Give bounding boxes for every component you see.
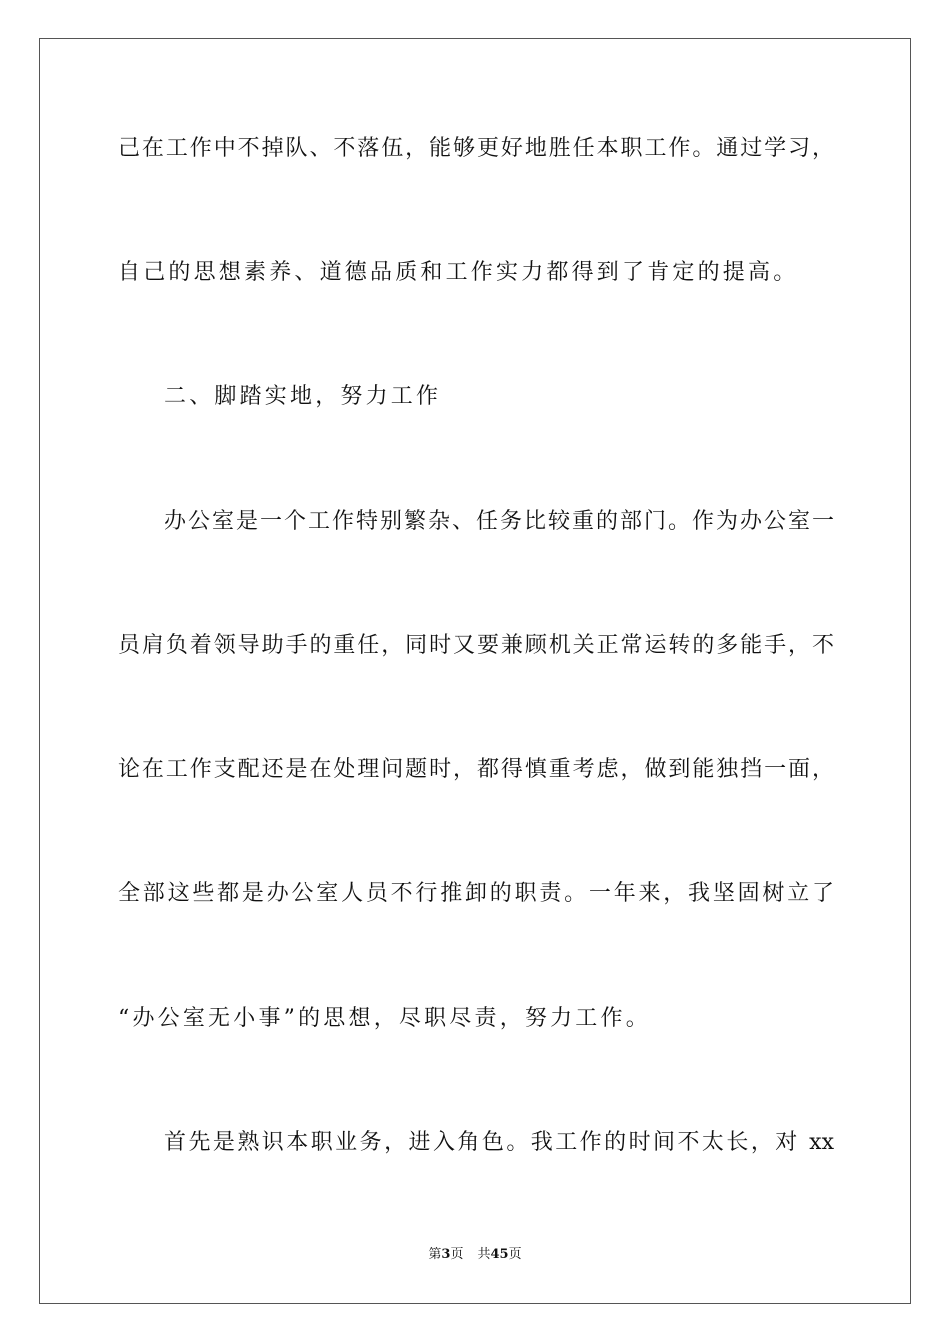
total-suffix: 页 [508, 1247, 522, 1262]
paragraph-line: 己在工作中不掉队、不落伍，能够更好地胜任本职工作。通过学习， [118, 136, 834, 161]
paragraph-line: 首先是熟识本职业务，进入角色。我工作的时间不太长，对 xx [164, 1130, 834, 1155]
page-footer [0, 1246, 950, 1264]
section-heading: 二、脚踏实地，努力工作 [164, 384, 442, 409]
paragraph-line: “办公室无小事”的思想，尽职尽责，努力工作。 [118, 1006, 651, 1031]
paragraph-line: 员肩负着领导助手的重任，同时又要兼顾机关正常运转的多能手，不 [118, 633, 834, 658]
page-prefix: 第 [428, 1247, 442, 1262]
total-prefix: 共 [477, 1247, 491, 1262]
page-border [39, 38, 911, 1304]
paragraph-line: 自己的思想素养、道德品质和工作实力都得到了肯定的提高。 [118, 260, 799, 285]
paragraph-line: 办公室是一个工作特别繁杂、任务比较重的部门。作为办公室一 [164, 509, 834, 534]
paragraph-line: 全部这些都是办公室人员不行推卸的职责。一年来，我坚固树立了 [118, 881, 834, 906]
page-suffix: 页 [450, 1247, 464, 1262]
page-number: 3 [441, 1247, 451, 1262]
total-pages: 45 [490, 1247, 509, 1262]
paragraph-line: 论在工作支配还是在处理问题时，都得慎重考虑，做到能独挡一面， [118, 757, 834, 782]
